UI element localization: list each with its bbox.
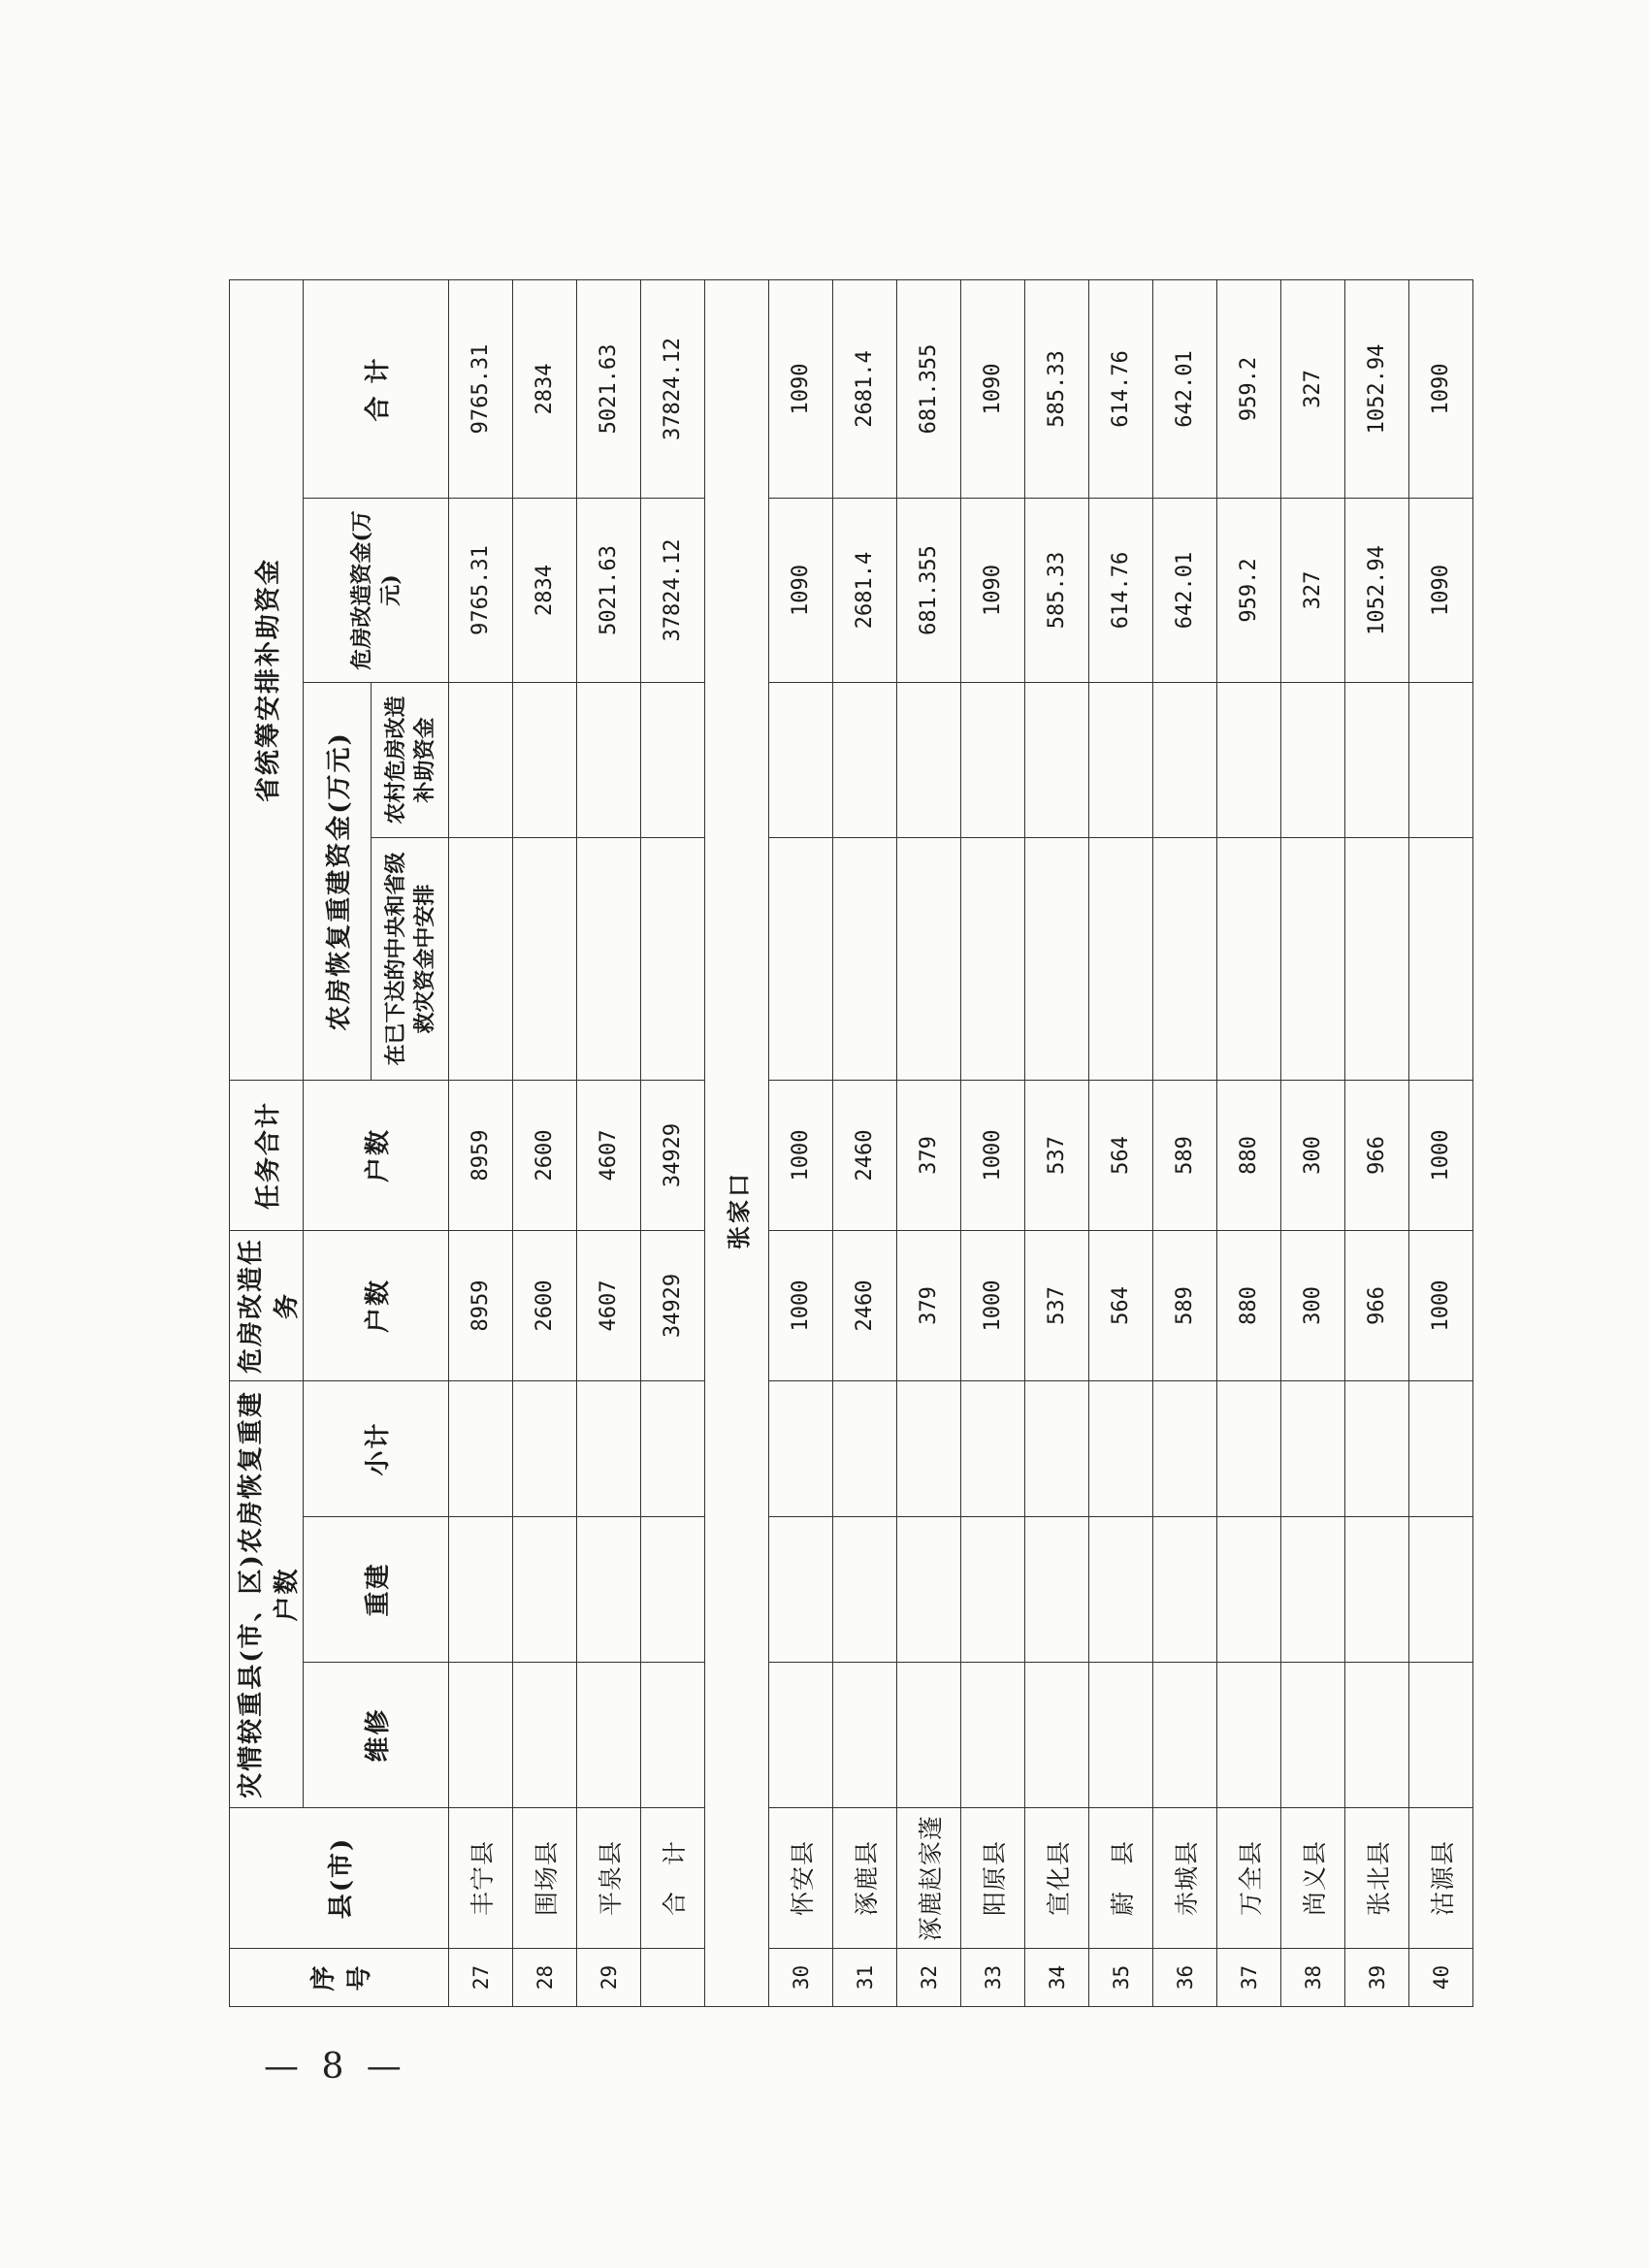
cell-task-hh: 564 [1089,1080,1153,1230]
cell-task-hh: 379 [897,1080,961,1230]
cell-danger-hh: 4607 [577,1230,641,1380]
cell-central [1217,837,1281,1080]
cell-seq: 37 [1217,1949,1281,2007]
cell-danger-hh: 300 [1281,1230,1345,1380]
cell-repair [1345,1663,1409,1808]
cell-county: 阳原县 [961,1808,1025,1949]
cell-rural [1281,682,1345,837]
cell-rural [449,682,513,837]
cell-total: 585.33 [1025,279,1089,498]
table-row [513,279,577,2006]
cell-subtotal [897,1380,961,1516]
cell-total: 1052.94 [1345,279,1409,498]
cell-subtotal [1217,1380,1281,1516]
table-row [833,279,897,2006]
table-row [961,279,1025,2006]
cell-seq: 32 [897,1949,961,2007]
cell-central [513,837,577,1080]
cell-rebuild [1345,1517,1409,1663]
cell-danger-hh: 1000 [769,1230,833,1380]
cell-total: 2681.4 [833,279,897,498]
cell-seq: 36 [1153,1949,1217,2007]
header-seq: 序号 [230,1949,449,2007]
table-body-zhangjiakou [769,279,1473,2006]
cell-total: 37824.12 [641,279,705,498]
cell-county: 尚义县 [1281,1808,1345,1949]
cell-danger-hh: 379 [897,1230,961,1380]
header-task-households: 户数 [304,1080,449,1230]
cell-total: 959.2 [1217,279,1281,498]
cell-task-hh: 2600 [513,1080,577,1230]
cell-danger-hh: 2460 [833,1230,897,1380]
cell-task-hh: 2460 [833,1080,897,1230]
cell-danger-funds: 614.76 [1089,498,1153,682]
cell-subtotal [641,1380,705,1516]
cell-danger-hh: 34929 [641,1230,705,1380]
table-row [1217,279,1281,2006]
table-row [1089,279,1153,2006]
cell-total: 681.355 [897,279,961,498]
header-central-funds: 在已下达的中央和省级救灾资金中安排 [372,837,449,1080]
cell-total: 642.01 [1153,279,1217,498]
cell-seq: 34 [1025,1949,1089,2007]
cell-danger-hh: 537 [1025,1230,1089,1380]
cell-danger-funds: 1090 [1409,498,1473,682]
header-task-total: 任务合计 [230,1080,304,1230]
cell-subtotal [449,1380,513,1516]
cell-county: 围场县 [513,1808,577,1949]
cell-rebuild [1025,1517,1089,1663]
cell-central [1025,837,1089,1080]
cell-subtotal [769,1380,833,1516]
cell-county: 张北县 [1345,1808,1409,1949]
cell-rural [897,682,961,837]
cell-rural [1089,682,1153,837]
cell-total: 327 [1281,279,1345,498]
cell-rebuild [769,1517,833,1663]
cell-rural [1025,682,1089,837]
cell-subtotal [1409,1380,1473,1516]
cell-repair [833,1663,897,1808]
cell-seq [641,1949,705,2007]
cell-central [1409,837,1473,1080]
cell-rural [577,682,641,837]
cell-danger-funds: 585.33 [1025,498,1089,682]
cell-danger-hh: 880 [1217,1230,1281,1380]
table-row [1153,279,1217,2006]
table-row [1025,279,1089,2006]
cell-task-hh: 537 [1025,1080,1089,1230]
cell-danger-funds: 1052.94 [1345,498,1409,682]
cell-task-hh: 300 [1281,1080,1345,1230]
header-danger-funds: 危房改造资金(万元) [304,498,449,682]
cell-repair [769,1663,833,1808]
cell-task-hh: 966 [1345,1080,1409,1230]
cell-repair [1217,1663,1281,1808]
cell-danger-funds: 681.355 [897,498,961,682]
cell-subtotal [513,1380,577,1516]
cell-repair [577,1663,641,1808]
cell-rebuild [1089,1517,1153,1663]
cell-subtotal [961,1380,1025,1516]
cell-central [961,837,1025,1080]
cell-rebuild [1153,1517,1217,1663]
table-body-chengde [449,279,705,2006]
cell-central [833,837,897,1080]
cell-subtotal [1025,1380,1089,1516]
cell-danger-hh: 2600 [513,1230,577,1380]
cell-danger-funds: 642.01 [1153,498,1217,682]
cell-repair [1025,1663,1089,1808]
table-row [1409,279,1473,2006]
cell-seq: 30 [769,1949,833,2007]
cell-repair [897,1663,961,1808]
cell-seq: 40 [1409,1949,1473,2007]
cell-repair [641,1663,705,1808]
cell-total: 2834 [513,279,577,498]
cell-danger-hh: 966 [1345,1230,1409,1380]
table-row [1345,279,1409,2006]
cell-rebuild [641,1517,705,1663]
cell-central [769,837,833,1080]
cell-task-hh: 1000 [1409,1080,1473,1230]
cell-task-hh: 34929 [641,1080,705,1230]
cell-central [1345,837,1409,1080]
cell-danger-funds: 9765.31 [449,498,513,682]
cell-central [449,837,513,1080]
cell-danger-funds: 327 [1281,498,1345,682]
cell-county: 丰宁县 [449,1808,513,1949]
header-danger-households: 户数 [304,1230,449,1380]
cell-task-hh: 1000 [961,1080,1025,1230]
cell-danger-hh: 8959 [449,1230,513,1380]
table-row [897,279,961,2006]
cell-rural [641,682,705,837]
cell-county: 怀安县 [769,1808,833,1949]
cell-central [1281,837,1345,1080]
header-disaster-group: 灾情较重县(市、区)农房恢复重建户数 [230,1380,304,1807]
cell-task-hh: 1000 [769,1080,833,1230]
cell-central [1089,837,1153,1080]
cell-county: 宣化县 [1025,1808,1089,1949]
table-header [230,279,449,2006]
cell-rural [769,682,833,837]
cell-rural [513,682,577,837]
cell-seq: 39 [1345,1949,1409,2007]
cell-repair [513,1663,577,1808]
table-row [769,279,833,2006]
cell-rebuild [897,1517,961,1663]
cell-rural [961,682,1025,837]
cell-repair [1409,1663,1473,1808]
cell-rural [1217,682,1281,837]
table-row [641,279,705,2006]
cell-subtotal [1153,1380,1217,1516]
cell-subtotal [577,1380,641,1516]
cell-repair [1153,1663,1217,1808]
cell-rural [1409,682,1473,837]
cell-seq: 28 [513,1949,577,2007]
cell-danger-funds: 1090 [961,498,1025,682]
cell-repair [1281,1663,1345,1808]
cell-seq: 38 [1281,1949,1345,2007]
cell-seq: 29 [577,1949,641,2007]
region-row-group [705,279,769,2006]
cell-seq: 35 [1089,1949,1153,2007]
cell-danger-hh: 589 [1153,1230,1217,1380]
cell-rebuild [1409,1517,1473,1663]
cell-subtotal [1345,1380,1409,1516]
header-restore-funds: 农房恢复重建资金(万元) [304,682,372,1080]
cell-danger-funds: 5021.63 [577,498,641,682]
cell-danger-hh: 564 [1089,1230,1153,1380]
header-rebuild: 重建 [304,1517,449,1663]
cell-task-hh: 8959 [449,1080,513,1230]
header-subtotal: 小计 [304,1380,449,1516]
cell-seq: 33 [961,1949,1025,2007]
cell-rebuild [1281,1517,1345,1663]
table-row [577,279,641,2006]
rotated-table-container [229,280,1457,2007]
cell-central [577,837,641,1080]
cell-repair [449,1663,513,1808]
cell-repair [961,1663,1025,1808]
cell-danger-hh: 1000 [961,1230,1025,1380]
cell-central [897,837,961,1080]
cell-county: 万全县 [1217,1808,1281,1949]
cell-danger-funds: 2681.4 [833,498,897,682]
header-total: 合 计 [304,279,449,498]
cell-danger-funds: 2834 [513,498,577,682]
cell-rural [833,682,897,837]
cell-rebuild [513,1517,577,1663]
cell-subtotal [833,1380,897,1516]
cell-seq: 31 [833,1949,897,2007]
cell-danger-hh: 1000 [1409,1230,1473,1380]
cell-county: 赤城县 [1153,1808,1217,1949]
cell-task-hh: 589 [1153,1080,1217,1230]
cell-total: 1090 [769,279,833,498]
header-danger-task: 危房改造任务 [230,1230,304,1380]
cell-repair [1089,1663,1153,1808]
cell-central [641,837,705,1080]
header-provincial-group: 省统筹安排补助资金 [230,279,304,1080]
header-rural-funds: 农村危房改造补助资金 [372,682,449,837]
cell-rebuild [961,1517,1025,1663]
cell-rural [1345,682,1409,837]
cell-task-hh: 4607 [577,1080,641,1230]
table-row [1281,279,1345,2006]
cell-rebuild [577,1517,641,1663]
cell-central [1153,837,1217,1080]
cell-seq: 27 [449,1949,513,2007]
cell-danger-funds: 37824.12 [641,498,705,682]
cell-county: 合 计 [641,1808,705,1949]
region-label: 张家口 [705,279,769,2006]
cell-subtotal [1281,1380,1345,1516]
cell-total: 5021.63 [577,279,641,498]
cell-county: 沽源县 [1409,1808,1473,1949]
page-number: — 8 — [264,2047,407,2087]
cell-total: 1090 [1409,279,1473,498]
cell-task-hh: 880 [1217,1080,1281,1230]
cell-rural [1153,682,1217,837]
cell-rebuild [833,1517,897,1663]
cell-county: 涿鹿县 [833,1808,897,1949]
table-row [449,279,513,2006]
cell-subtotal [1089,1380,1153,1516]
funding-table [229,279,1473,2007]
cell-county: 平泉县 [577,1808,641,1949]
cell-total: 1090 [961,279,1025,498]
cell-total: 9765.31 [449,279,513,498]
cell-county: 蔚 县 [1089,1808,1153,1949]
cell-rebuild [449,1517,513,1663]
header-repair: 维修 [304,1663,449,1808]
cell-danger-funds: 1090 [769,498,833,682]
cell-rebuild [1217,1517,1281,1663]
cell-danger-funds: 959.2 [1217,498,1281,682]
header-county: 县(市) [230,1808,449,1949]
cell-total: 614.76 [1089,279,1153,498]
cell-county: 涿鹿赵家蓬 [897,1808,961,1949]
